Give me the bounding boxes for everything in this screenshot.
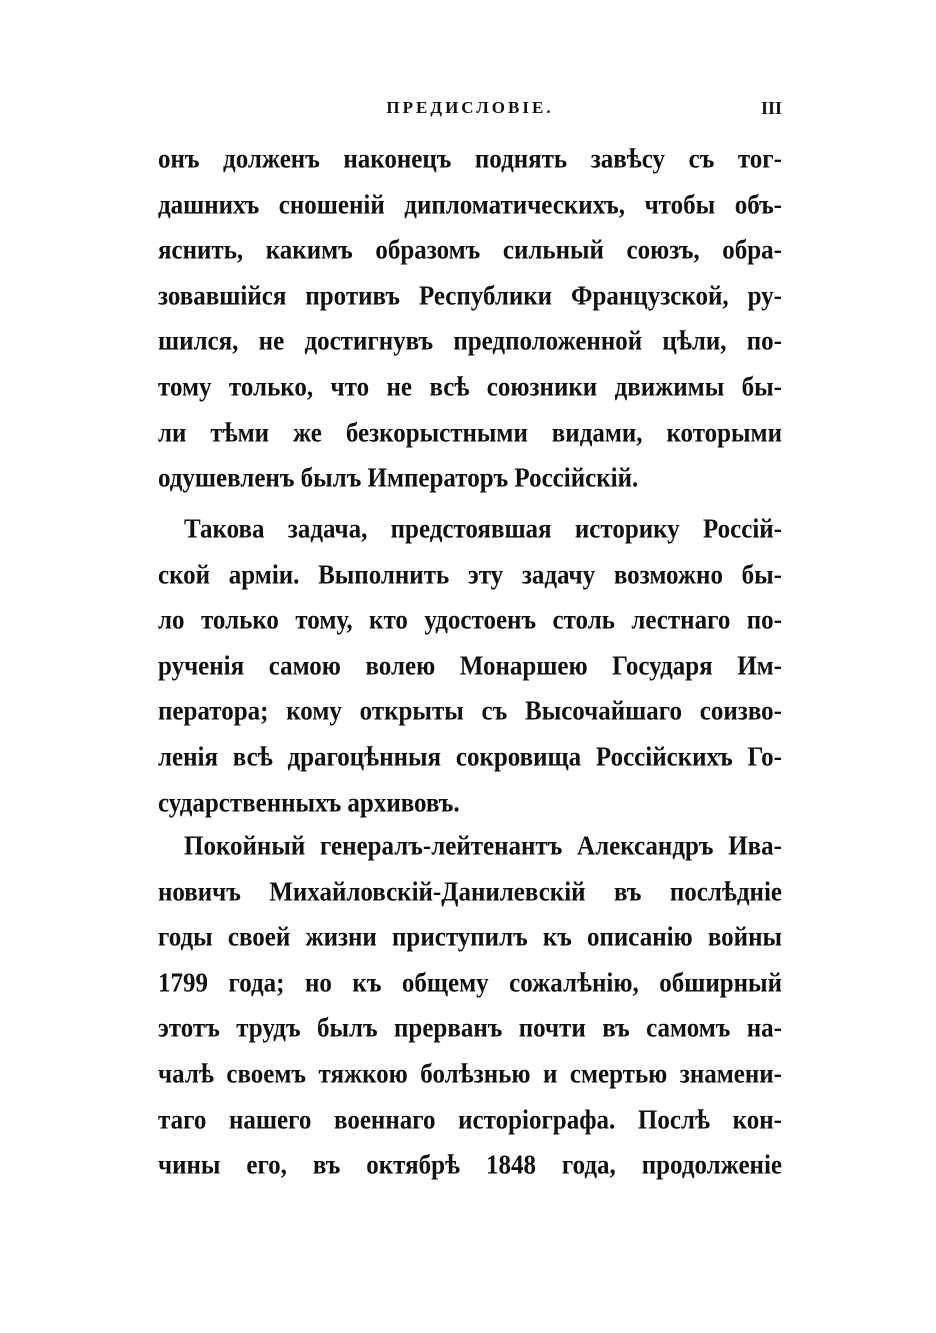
text-line: зовавшійся противъ Республики Французской, ру- [158, 281, 782, 311]
paragraph-3 [158, 824, 782, 1189]
text-line: рученія самою волею Монаршею Государя Им- [158, 651, 782, 681]
text-line: одушевленъ былъ Императоръ Россійскій. [158, 464, 639, 494]
text-line: онъ долженъ наконецъ поднять завѣсу съ тог- [158, 144, 782, 175]
text-line: новичъ Михайловскій-Данилевскій въ послѣдніе [158, 877, 782, 907]
page-header [158, 98, 782, 128]
text-line: Покойный генералъ-лейтенантъ Александръ Ива- [184, 831, 782, 862]
text-line: этотъ трудъ былъ прерванъ почти въ самомъ на- [158, 1014, 782, 1044]
text-line: 1799 года; но къ общему сожалѣнію, обширный [158, 968, 782, 998]
paragraph-1 [158, 137, 782, 502]
text-line: таго нашего военнаго исторіографа. Послѣ кон- [158, 1105, 782, 1135]
text-line: годы своей жизни приступилъ къ описанію войны [158, 923, 782, 953]
text-line: чалѣ своемъ тяжкою болѣзнью и смертью знамени- [158, 1059, 782, 1090]
text-line: ператора; кому открыты съ Высочайшаго соизво- [158, 697, 782, 727]
text-line: тому только, что не всѣ союзники движимы бы- [158, 372, 782, 403]
running-title: ПРЕДИСЛОВІЕ. [386, 98, 554, 117]
paragraph-2 [158, 507, 782, 826]
text-line: сударственныхъ архивовъ. [158, 788, 460, 818]
text-line: дашнихъ сношеній дипломатическихъ, чтобы объ- [158, 190, 782, 220]
text-line: шился, не достигнувъ предположенной цѣли, по- [158, 327, 782, 357]
text-line: ли тѣми же безкорыстными видами, которыми [158, 418, 782, 448]
text-line: чины его, въ октябрѣ 1848 года, продолженіе [158, 1151, 782, 1181]
text-line: ленія всѣ драгоцѣнныя сокровища Россійскихъ Го- [158, 742, 782, 773]
text-line: Такова задача, предстоявшая историку Россій- [184, 514, 782, 545]
page-number: III [760, 98, 782, 118]
text-line: ло только тому, кто удостоенъ столь лестнаго по- [158, 606, 782, 636]
text-line: яснить, какимъ образомъ сильный союзъ, обра- [158, 236, 782, 266]
text-line: ской арміи. Выполнить эту задачу возможно бы- [158, 560, 782, 590]
